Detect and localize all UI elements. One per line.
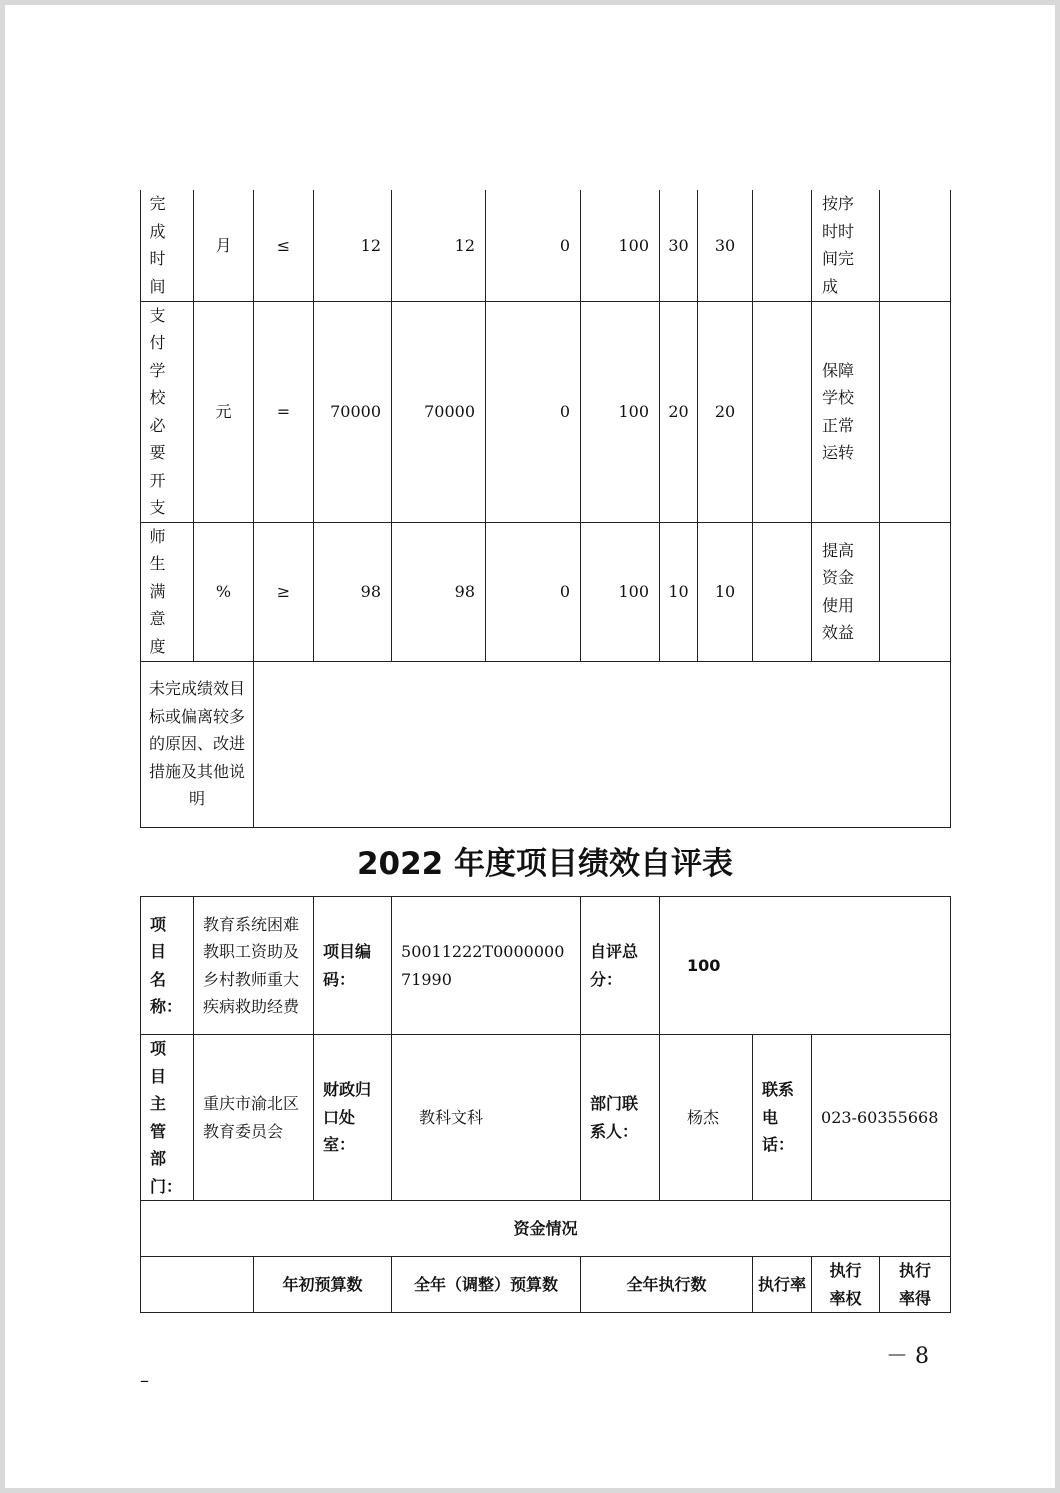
incomplete-reason-label: 未完成绩效目标或偏离较多的原因、改进措施及其他说明 [141,661,254,827]
contact-value: 杨杰 [660,1035,753,1201]
table-row [141,522,951,661]
operator-cell: = [254,301,314,522]
score-cell: 10 [698,522,753,661]
empty-cell [880,301,951,522]
table-row [141,190,951,301]
actual-cell: 70000 [392,301,486,522]
project-code-label: 项目编码： [314,897,392,1035]
funds-header: 执行率权 [812,1257,880,1313]
target-cell: 12 [314,190,392,301]
note-cell [753,301,812,522]
funds-header: 执行率 [753,1257,812,1313]
indicator-name: 支付学校必要开支 [149,305,166,517]
empty-cell [141,1257,254,1313]
dept-label: 项目主管部门： [150,1039,183,1196]
diff-cell: 0 [486,190,581,301]
rate-cell: 100 [581,190,660,301]
unit-cell: 元 [194,301,254,522]
operator-cell: ≤ [254,190,314,301]
incomplete-reason-value [254,661,951,827]
indicator-name: 完成时间 [149,194,166,296]
funds-header: 全年（调整）预算数 [392,1257,581,1313]
dept-value: 重庆市渝北区教育委员会 [194,1035,314,1201]
note-cell [753,190,812,301]
note-cell [753,522,812,661]
self-score-label: 自评总分： [581,897,660,1035]
table-row [141,1035,951,1201]
phone-label: 联系电话： [753,1035,812,1201]
diff-cell: 0 [486,301,581,522]
operator-cell: ≥ [254,522,314,661]
unit-cell: 月 [194,190,254,301]
table-row [141,661,951,827]
funds-section-title: 资金情况 [141,1201,951,1257]
funds-header: 执行率得 [880,1257,951,1313]
table-row [141,301,951,522]
finance-office-label: 财政归口处室： [314,1035,392,1201]
table-row [141,897,951,1035]
score-cell: 20 [698,301,753,522]
target-cell: 70000 [314,301,392,522]
rate-cell: 100 [581,301,660,522]
actual-cell: 12 [392,190,486,301]
weight-cell: 10 [660,522,698,661]
table-row [141,1201,951,1257]
empty-cell [880,190,951,301]
purpose-cell: 保障学校正常运转 [822,360,855,462]
weight-cell: 30 [660,190,698,301]
project-info-table [140,896,951,1313]
actual-cell: 98 [392,522,486,661]
project-name-label: 项目名称： [150,914,183,1016]
page-number: － 8 [886,1344,929,1369]
self-score-value: 100 [660,897,951,1035]
rate-cell: 100 [581,522,660,661]
funds-header: 全年执行数 [581,1257,753,1313]
project-name-value: 教育系统困难教职工资助及乡村教师重大疾病救助经费 [194,897,314,1035]
finance-office-value: 教科文科 [392,1035,581,1201]
project-code-value: 50011222T000000071990 [392,897,581,1035]
score-cell: 30 [698,190,753,301]
table-row [141,1257,951,1313]
unit-cell: % [194,522,254,661]
phone-value: 023-60355668 [812,1035,951,1201]
weight-cell: 20 [660,301,698,522]
target-cell: 98 [314,522,392,661]
footer-dash: – [140,1370,149,1391]
purpose-cell: 提高资金使用效益 [822,540,855,642]
diff-cell: 0 [486,522,581,661]
empty-cell [880,522,951,661]
purpose-cell: 按序时时间完成 [822,194,855,296]
performance-table [140,190,951,828]
funds-header: 年初预算数 [254,1257,392,1313]
indicator-name: 师生满意度 [149,526,166,656]
contact-label: 部门联系人： [581,1035,660,1201]
form-title: 2022 年度项目绩效自评表 [356,846,734,882]
